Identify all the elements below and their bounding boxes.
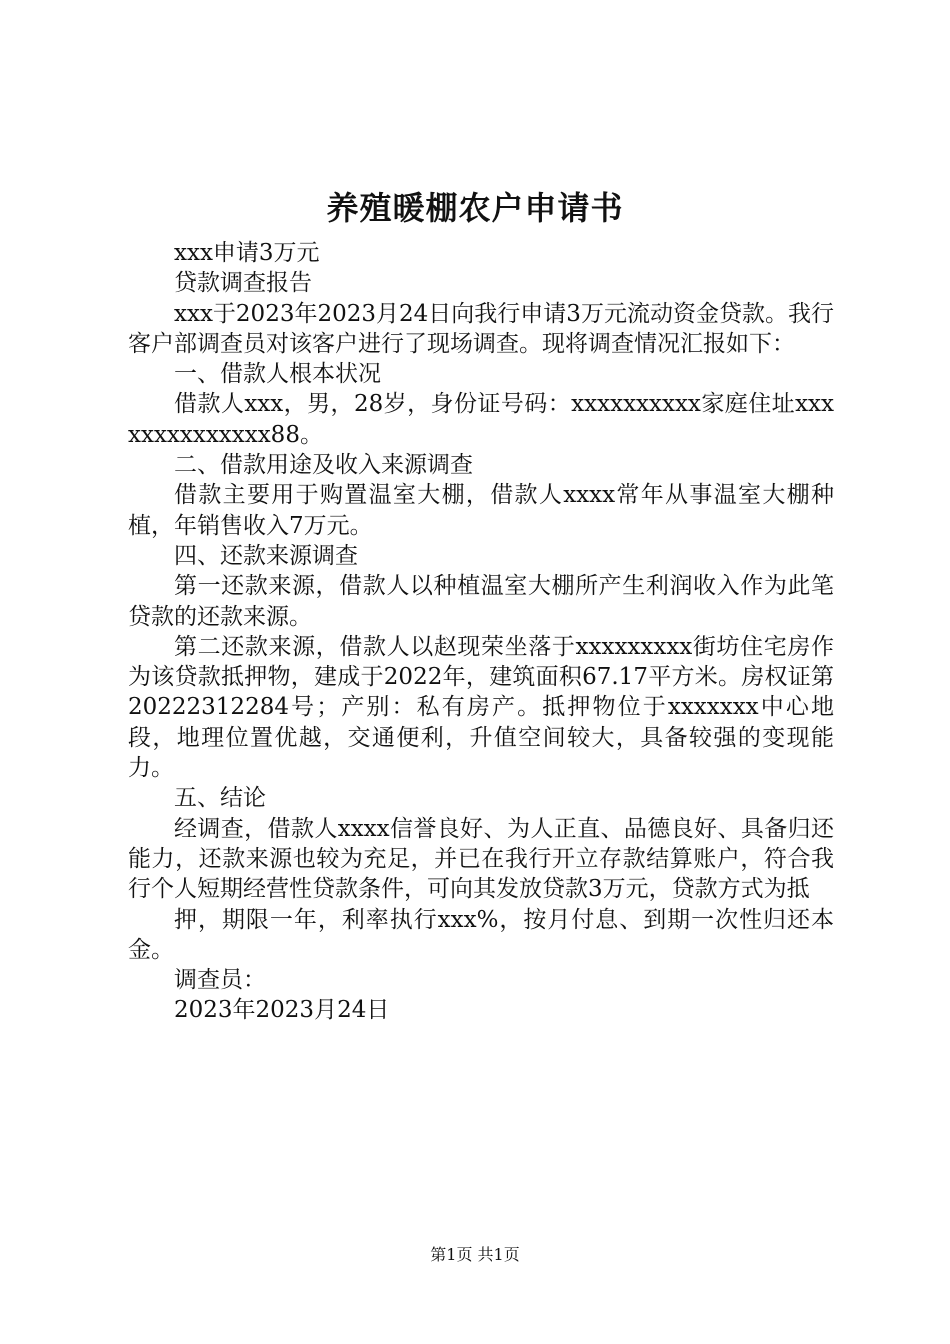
- paragraph-conclusion: 经调查，借款人xxxx信誉良好、为人正直、品德良好、具备归还能力，还款来源也较为充足，并已在我行开立存款结算账户，符合我行个人短期经营性贷款条件，可向其发放贷款3万元，贷款方式为抵: [128, 815, 834, 903]
- paragraph-applicant-amount: xxx申请3万元: [174, 240, 320, 266]
- paragraph-first-repayment-source: 第一还款来源，借款人以种植温室大棚所产生利润收入作为此笔贷款的还款来源。: [128, 573, 834, 630]
- heading-borrower-status: 一、借款人根本状况: [174, 361, 381, 388]
- page-footer: 第1页 共1页: [430, 1245, 520, 1264]
- document-date: 2023年2023月24日: [174, 997, 390, 1024]
- document-title: 养殖暖棚农户申请书: [326, 189, 624, 227]
- heading-conclusion: 五、结论: [174, 785, 266, 812]
- document-body: [128, 238, 834, 1026]
- heading-loan-purpose: 二、借款用途及收入来源调查: [174, 452, 473, 479]
- paragraph-loan-terms: 押，期限一年，利率执行xxx%，按月付息、到期一次性归还本金。: [128, 906, 834, 963]
- paragraph-loan-purpose: 借款主要用于购置温室大棚，借款人xxxx常年从事温室大棚种植，年销售收入7万元。: [128, 482, 834, 539]
- paragraph-second-repayment-source: 第二还款来源，借款人以赵现荣坐落于xxxxxxxxx街坊住宅房作为该贷款抵押物，建成于2022年，建筑面积67.17平方米。房权证第20222312284号；产别：私有房产。抵押物位于xxxxxxx中心地段，地理位置优越，交通便利，升值空间较大，具备较强的变现能力。: [128, 633, 834, 782]
- paragraph-report-title: 贷款调查报告: [174, 270, 312, 297]
- heading-repayment-source: 四、还款来源调查: [174, 542, 358, 569]
- investigator-signature: 调查员：: [174, 967, 266, 994]
- paragraph-borrower-details: 借款人xxx，男，28岁，身份证号码：xxxxxxxxxx家庭住址xxxxxxxxxxxxxx88。: [128, 391, 834, 448]
- paragraph-introduction: xxx于2023年2023月24日向我行申请3万元流动资金贷款。我行客户部调查员对该客户进行了现场调查。现将调查情况汇报如下：: [128, 300, 834, 357]
